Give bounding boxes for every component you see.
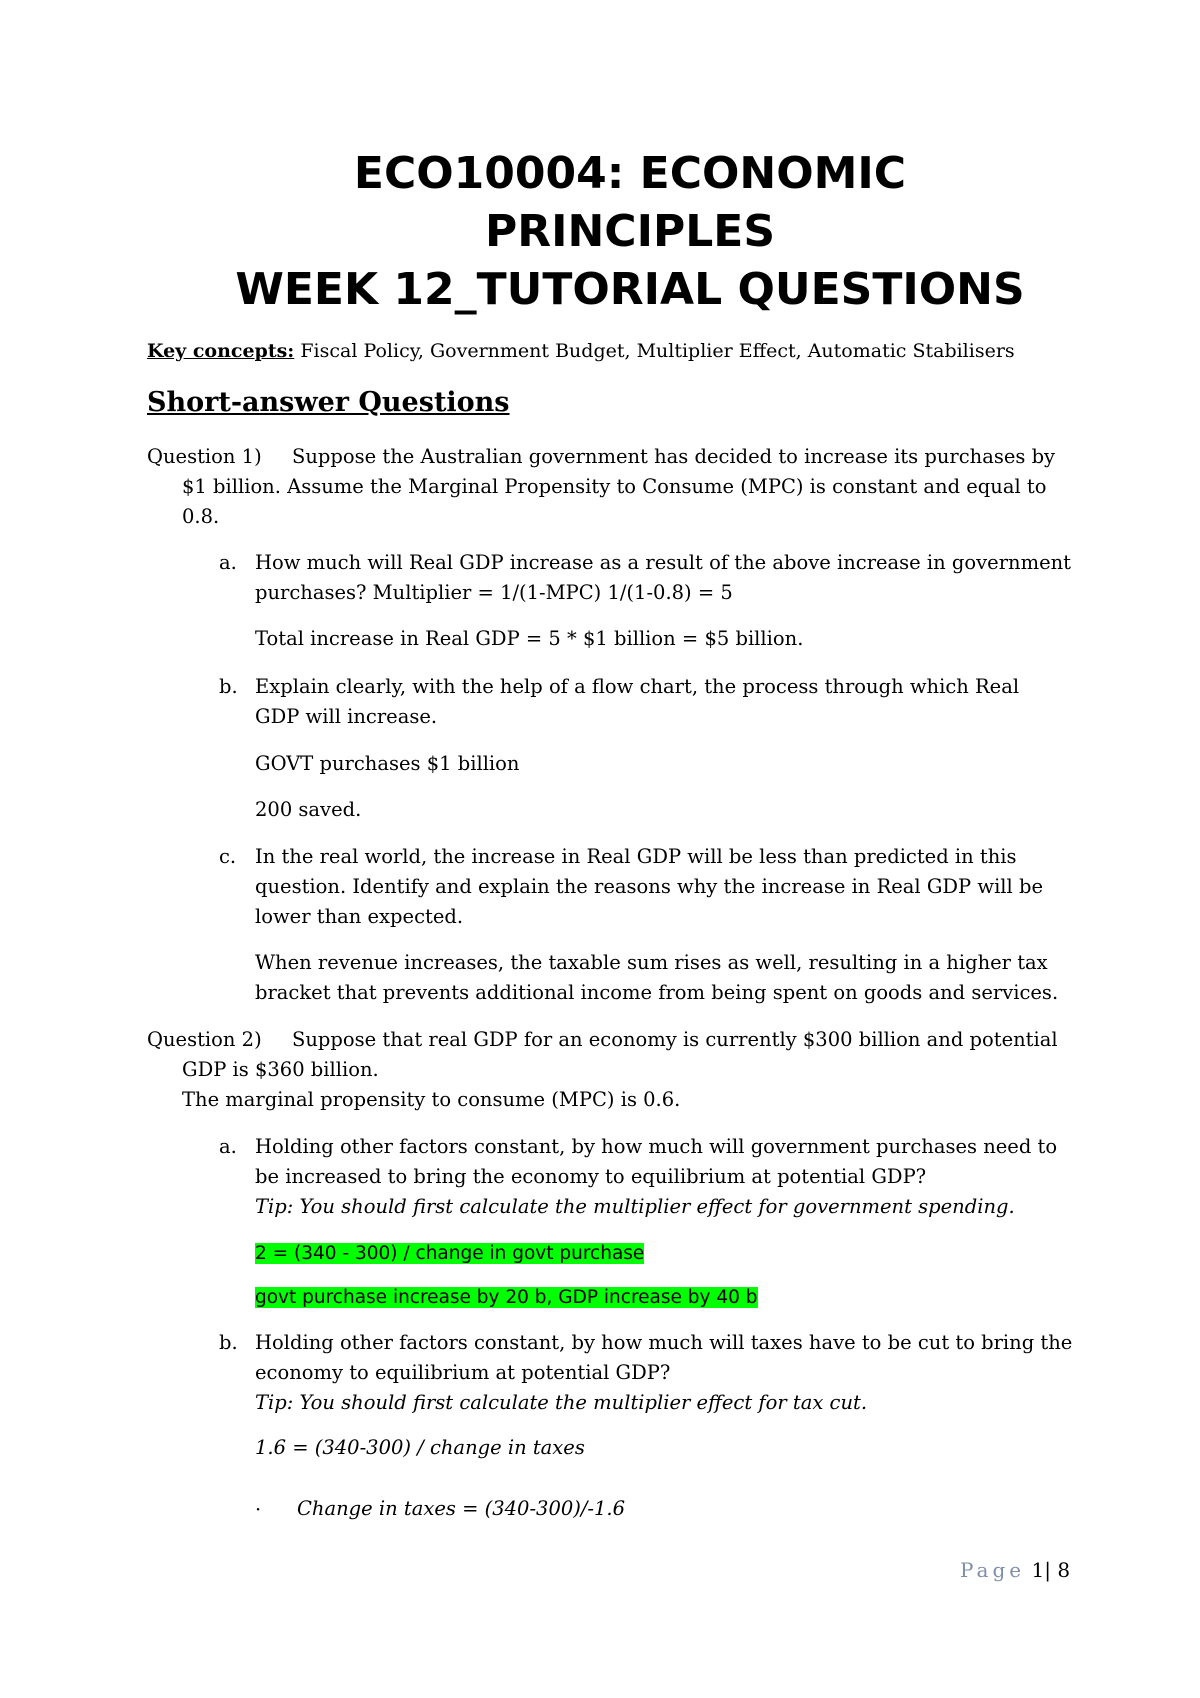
q2a-line-2: be increased to bring the economy to equilibrium at potential GDP? [255, 1165, 927, 1188]
key-concepts-label: Key concepts: [147, 340, 295, 362]
q2b-answer-2: Change in taxes = (340-300)/-1.6 [297, 1497, 626, 1520]
q2-line-2: GDP is $360 billion. [182, 1058, 379, 1081]
q2-line-1: Suppose that real GDP for an economy is currently $300 billion and potential [292, 1028, 1058, 1051]
q2b-line-2: economy to equilibrium at potential GDP? [255, 1361, 671, 1384]
q1c-answer-1: When revenue increases, the taxable sum rises as well, resulting in a higher tax [255, 951, 1048, 974]
q1b-answer-2: 200 saved. [255, 798, 362, 821]
q1a-marker: a. [219, 551, 237, 574]
q1c-line-3: lower than expected. [255, 905, 464, 928]
q1b-marker: b. [219, 675, 238, 698]
section-heading: Short-answer Questions [147, 387, 510, 418]
q1-line-1: Suppose the Australian government has decided to increase its purchases by [292, 445, 1056, 468]
q1-line-3: 0.8. [182, 505, 220, 528]
q2b-tip: Tip: You should first calculate the multiplier effect for tax cut. [255, 1391, 868, 1414]
document-title [0, 145, 1200, 319]
title-line-3: WEEK 12_TUTORIAL QUESTIONS [235, 264, 1025, 315]
key-concepts-text: Fiscal Policy, Government Budget, Multiplier Effect, Automatic Stabilisers [294, 340, 1015, 362]
q2a-marker: a. [219, 1135, 237, 1158]
q2-label: Question 2) [147, 1028, 262, 1051]
page-footer [960, 1558, 1070, 1582]
q1b-answer-1: GOVT purchases $1 billion [255, 752, 520, 775]
q1a-line-1: How much will Real GDP increase as a result of the above increase in government [255, 551, 1072, 574]
q1-label: Question 1) [147, 445, 262, 468]
q2a-line-1: Holding other factors constant, by how much will government purchases need to [255, 1135, 1058, 1158]
q2a-tip: Tip: You should first calculate the multiplier effect for government spending. [255, 1195, 1015, 1218]
title-line-1: ECO10004: ECONOMIC [353, 148, 907, 199]
q1b-line-1: Explain clearly, with the help of a flow chart, the process through which Real [255, 675, 1020, 698]
q2-line-3: The marginal propensity to consume (MPC) is 0.6. [182, 1088, 681, 1111]
footer-page-number: 1 [1031, 1558, 1045, 1582]
q1c-line-1: In the real world, the increase in Real GDP will be less than predicted in this [255, 845, 1017, 868]
q1c-marker: c. [219, 845, 237, 868]
q1a-line-2: purchases? Multiplier = 1/(1-MPC) 1/(1-0.8) = 5 [255, 581, 733, 604]
q2b-marker: b. [219, 1331, 238, 1354]
q1a-answer: Total increase in Real GDP = 5 * $1 billion = $5 billion. [255, 627, 804, 650]
key-concepts [147, 340, 1015, 362]
q2a-answer-2: govt purchase increase by 20 b, GDP increase by 40 b [255, 1287, 758, 1308]
title-line-2: PRINCIPLES [484, 206, 776, 257]
q1-line-2: $1 billion. Assume the Marginal Propensity to Consume (MPC) is constant and equal to [182, 475, 1047, 498]
footer-separator: | [1044, 1558, 1051, 1582]
q2b-line-1: Holding other factors constant, by how much will taxes have to be cut to bring the [255, 1331, 1073, 1354]
q1c-line-2: question. Identify and explain the reasons why the increase in Real GDP will be [255, 875, 1043, 898]
q2a-answer-1: 2 = (340 - 300) / change in govt purchase [255, 1243, 645, 1264]
footer-page-total: 8 [1057, 1558, 1071, 1582]
q1b-line-2: GDP will increase. [255, 705, 438, 728]
q2b-answer-1: 1.6 = (340-300) / change in taxes [255, 1436, 585, 1459]
q2b-bullet: · [255, 1498, 262, 1521]
q1c-answer-2: bracket that prevents additional income from being spent on goods and services. [255, 981, 1059, 1004]
footer-page-label: Page [960, 1558, 1026, 1582]
